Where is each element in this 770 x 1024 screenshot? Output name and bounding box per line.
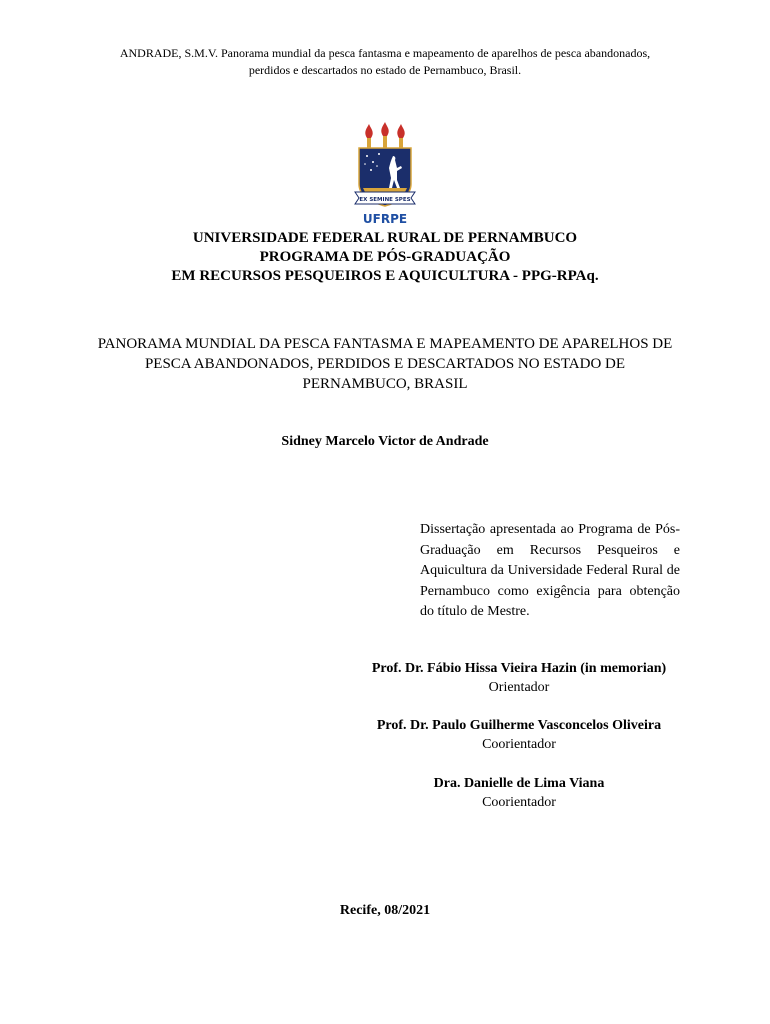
coadvisor-block (349, 716, 689, 754)
author-name: Sidney Marcelo Victor de Andrade (281, 434, 489, 449)
coadvisor-block-2 (349, 774, 689, 812)
program-area: EM RECURSOS PESQUEIROS E AQUICULTURA - PPG-RPAq. (171, 268, 599, 284)
advisor-name: Prof. Dr. Fábio Hissa Vieira Hazin (in memorian) (371, 661, 667, 676)
motto-text: EX SEMINE SPES (359, 197, 411, 203)
title-line-2: PESCA ABANDONADOS, PERDIDOS E DESCARTADOS NO ESTADO DE (144, 356, 626, 372)
place-date: Recife, 08/2021 (339, 903, 431, 918)
coadvisor-name-2: Dra. Danielle de Lima Viana (433, 776, 605, 791)
institution-block (60, 229, 710, 286)
title-line-1: PANORAMA MUNDIAL DA PESCA FANTASMA E MAPEAMENTO DE APARELHOS DE (97, 336, 673, 352)
presentation-note: Dissertação apresentada ao Programa de Pós-Graduação em Recursos Pesqueiros e Aquicultura da Universidade Federal Rural de Pernambuco como exigência para obtenção do título de Mestre. (420, 522, 680, 619)
logo-label: UFRPE (362, 212, 408, 226)
coadvisor-role: Coorientador (482, 737, 556, 752)
institution-name: UNIVERSIDADE FEDERAL RURAL DE PERNAMBUCO (192, 230, 578, 246)
coadvisor-name: Prof. Dr. Paulo Guilherme Vasconcelos Oliveira (376, 718, 662, 733)
header-citation (60, 45, 710, 79)
torch-right-icon (397, 124, 404, 148)
citation-line-2: perdidos e descartados no estado de Pernambuco, Brasil. (248, 63, 522, 77)
ufrpe-crest-icon (345, 122, 425, 226)
advisor-block (349, 659, 689, 697)
program-name: PROGRAMA DE PÓS-GRADUAÇÃO (259, 249, 511, 265)
torch-left-icon (365, 124, 372, 148)
dissertation-title (80, 334, 690, 394)
advisor-role: Orientador (488, 680, 550, 695)
torch-center-icon (381, 122, 388, 148)
coadvisor-role-2: Coorientador (482, 795, 556, 810)
citation-line-1: ANDRADE, S.M.V. Panorama mundial da pesca fantasma e mapeamento de aparelhos de pesca abandonados, (119, 46, 651, 60)
university-logo (345, 122, 425, 226)
title-line-3: PERNAMBUCO, BRASIL (302, 376, 468, 392)
